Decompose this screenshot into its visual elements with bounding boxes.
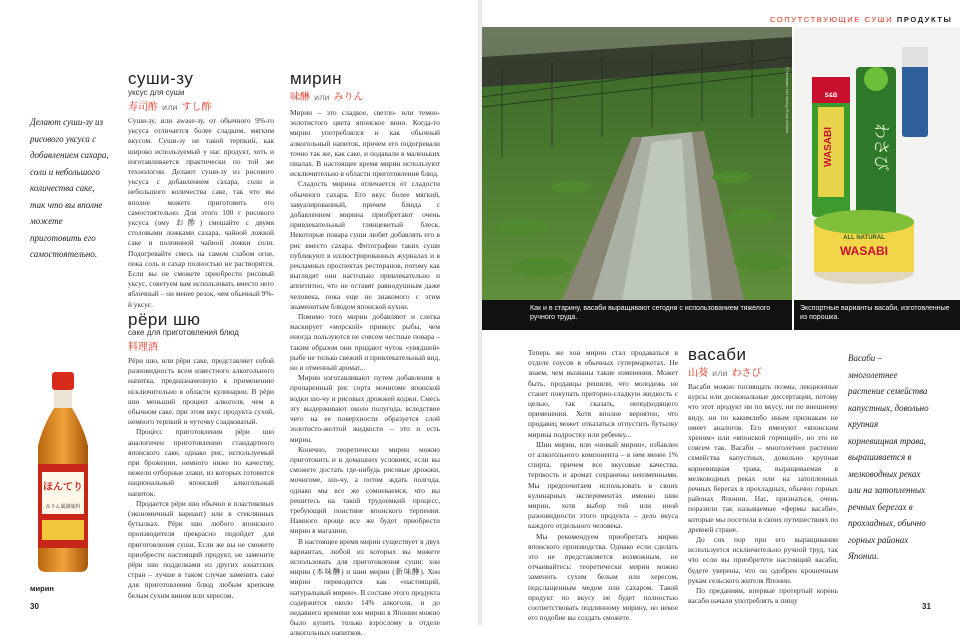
paragraph: Мирин изготавливают путем добавления в пропаренный рис сорта мочигоме японской водки шо-чу и рисовых дрожжей коджи. Смесь эту выдерживают около полугода, вследствие чего на ее поверхности образуется слой золотисто-желтой жидкости – это и есть мирин. [290, 373, 440, 444]
paragraph: Рёри шю, или рёри саке, представляет собой разновидность всем известного алкогольного напитка, предназначенную к применению исключительно в области кулинарии. В рёри шю меньший процент алкоголя, чем в обычном саке, при этом вкус продукта сухой, немного терпкий и чуточку сладковатый. [128, 356, 274, 427]
left-sidenote: Делают суши-зу из рисового уксуса с добавлением сахара, соли и небольшого количества саке, так что вы вполне можете приготовить его самостоятельно. [30, 117, 109, 259]
paragraph: Конечно, теоретически мирин можно приготовить и в домашних условиях, если вы сможете достать где-нибудь рисовые дрожжи, мочигоме, шо-чу, а потом ждать полгода, однако мы все же сомневаемся, что вы решитесь на такой трудоемкий процесс, требующий поистине японского терпения. Намного проще все же будет приобрести мирин в магазине. [290, 444, 440, 536]
section-title-sushizu: суши-зу [128, 69, 194, 88]
paragraph: По преданиям, впервые протертый корень васаби начали употреблять в пищу [688, 586, 838, 606]
column-reishu [128, 356, 274, 601]
tubes-illustration [794, 27, 960, 300]
paragraph: Процесс приготовления рёри шю аналогичен приготовлению стандартного японского саке, однако рис, используемый при брожении, немного ниже по качеству, нежели отборные злаки, из которых готовится национальный японский алкогольный напиток. [128, 427, 274, 498]
paragraph: Сладость мирина отличается от сладости обычного сахара. Его вкус более мягкий, завуалированный, причем блюда с добавлением мирина приобретают очень привлекательный глянцевитый блеск. Некоторые повара суши любят добавлять его в рис вместо сахара. Фотографии таких суши публикуют в иллюстрированных журналах и в рекламных проспектах ресторанов, потому как выглядят они настолько привлекательно и аппетитно, что не оставят равнодушным даже человека, пока еще не знакомого с этим знаменитым блюдом японской кухни. [290, 179, 440, 311]
caption-tubes: Экспортные варианты васаби, изготовленные из порошка. [794, 300, 960, 330]
jp-name: みりん [333, 92, 364, 103]
jp-name: 料理酒 [128, 342, 158, 353]
left-page [0, 0, 478, 638]
paragraph: Васаби можно посвящать поэмы, лекционные курсы или доскональные диссертации, потому что этот продукт ни по вкусу, ни по внешнему виду, ни по какимлибо иным признакам не имеет аналогов. Его именуют «японским хреном» или «японской горчицей», но это не совсем так. Васаби – многолетнее растение семейства капустных, довольно крупная корневищная трава, выращиваемая в мелководных реках или на затопленных речных берегах в прохладных, обычно горных районах Японии. Нас, признаться, очень поразили так называемые «фермы васаби», которые мы посетили в своих путешествиях по древней стране. [688, 382, 838, 534]
page-number-right: 31 [922, 602, 931, 611]
tube2-label: わさび [872, 122, 891, 172]
column-wasabi [688, 382, 838, 606]
or-word: или [712, 369, 728, 378]
paragraph: Мирин – это сладкое, светло- или темно-золотистого цвета японское вино. Когда-то мирин употреблялся и как обычный алкогольный напиток, причем его подогревали точно так же, как саке, и подавали в маленьких пиалах. В настоящее время мирин используют исключительно в области приготовления блюд. [290, 108, 440, 179]
column-mirin-cont [528, 348, 678, 623]
paragraph: Суши-зу, или awase-зу, от обычного 9%-го уксуса отличается более сладким, мягким вкусом. Суши-зу не такой терпкий, как широко используемый у нас продукт, хоть и изготавливается практически по той же технологии. Делают суши-зу из рисового уксуса с добавлением сахара, соли и небольшого количества саке, так что вы вполне можете приготовить его самостоятельно. Для этого 100 г рисового уксуса (ому お酢) смешайте с двумя столовыми ложками сахара, чайной ложкой саке и половиной чайной ложки соли. Подогревайте смесь на самом слабом огне, пока соль и сахар полностью не растворятся. Если вы не сможете приобрести рисовый уксус, советуем вам использовать вместо него яблочный – он менее резок, чем обычный 9%-й уксус. [128, 116, 274, 309]
jp-name: 味醂 [290, 92, 310, 103]
paragraph: В настоящее время мирин существует в двух вариантах, любой из которых вы можете использовать для приготовления суши: хон мирин (本味醂) и шин мирин (新味醂). Хон мирин переводится как «настоящий, натуральный мирин». В составе этого продукта содержится около 14% алкоголя, и до недавнего времени хон мирин в Японии можно было купить только взрослому в отделе алкогольных напитков. [290, 536, 440, 638]
page-number-left: 30 [30, 602, 39, 611]
section-title-wasabi: васаби [688, 345, 747, 364]
bottle-brand-label: ほんてり [43, 482, 83, 493]
paragraph: Теперь же хон мирин стал продаваться в отделе соусов в обычных супермаркетах. Не знаем, чем вызваны такие изменения. Может быть, продавцы решили, что молодежь не станет покупать приторно-сладкую жидкость с целью, так сказать, неподходящего применения. Хотя вполне вероятно, что продавец может отказаться отпустить бутылку мирина подростку или ребенку... [528, 348, 678, 439]
or-word: или [314, 93, 330, 102]
right-sidenote: Васаби – многолетнее растение семейства капустных, довольно крупная корневищная трава, вырашивается в мелководных реках или на затопленных речных берегах в прохладных, обычно горных районах Японии. [848, 353, 929, 561]
photo-credit: © Mountain Hot Spring Photo Archive [785, 67, 790, 134]
paragraph: Помимо того мирин добавляют и слегка маскирует «морской» привкус рыбы, чем иногда пользуются не совсем честные повара – таким образом они придают чуток «увядшей» рыбе не только свежий и привлекательный вид, но и отменный аромат... [290, 312, 440, 373]
bottle-caption: мирин [30, 584, 54, 593]
farm-illustration [482, 27, 792, 300]
jp-name: わさび [731, 368, 762, 379]
wasabi-farm-photo [482, 27, 792, 300]
jp-name: 山葵 [688, 368, 708, 379]
running-section: ПРОДУКТЫ [896, 15, 953, 24]
column-sushizu [128, 116, 274, 310]
paragraph: Шин мирин, или «новый мирин», избавлен от алкогольного компонента – в нем менее 1% спирта, причем все вкусовые качества, терпкость и аромат сохранены неизменными. Мы предпочитаем использовать в своих кулинарных экспериментах именно шин мирин, хотя выбор той или иной разновидности этого продукта – дело вкуса каждого отдельного человека. [528, 439, 678, 531]
section-jp-wasabi [688, 364, 762, 379]
right-page [482, 0, 960, 625]
caption-farm: Как и в старину, васаби выращивают сегодня с использованием тяжелого ручного труда. [482, 300, 792, 330]
section-jp-reishu [128, 338, 158, 353]
can-top-label: ALL NATURAL [843, 235, 885, 241]
section-jp-mirin [290, 88, 364, 103]
bottle-sub-label: みりん風調味料 [45, 504, 81, 510]
section-subtitle-sushizu: уксус для суши [128, 88, 185, 97]
section-title-mirin: мирин [290, 69, 343, 88]
or-word: или [162, 103, 178, 112]
paragraph: Продается рёри шю обычно в пластиковых (экономичный вариант) или в стеклянных бутылках. Рёри шю любого японского производителя прекрасно подойдет для приготовления суши. Если же вы не сможете приобрести настоящий продукт, не замените рёри шю подделками из других азиатских стран – лучше в таком случае заменить саке для приготовления блюд любым крепким белым сухим вином или хересом. [128, 498, 274, 600]
section-jp-sushizu [128, 98, 212, 113]
paragraph: Мы рекомендуем приобретать мирин японского производства. Однако если сделать это не представляется возможным, не отчаивайтесь: теоретически мирин можно заменить сухим белым или хересом, подслащенным медом или сахаром. Такой продукт по вкусу не будет полностью соответствовать подлинному мирину, но некое его подобие вы создать сможете. [528, 531, 678, 623]
column-mirin [290, 108, 440, 639]
running-prefix: СОПУТСТВУЮЩИЕ СУШИ [770, 15, 894, 24]
jp-name: 寿司酢 [128, 102, 158, 113]
running-header [770, 15, 952, 24]
tube1-brand: WASABI [823, 127, 834, 167]
can-main-label: WASABI [840, 244, 888, 258]
jp-name: すし酢 [181, 102, 212, 113]
paragraph: До сих пор при его выращивании используется исключительно ручной труд, так что если вы приобретете настоящий васаби, будете уверены, что он одобрен крошечным рукам сельского жителя Японии. [688, 535, 838, 585]
section-subtitle-reishu: саке для приготовления блюд [128, 328, 239, 337]
tube1-maker: S&B [824, 93, 838, 99]
mirin-bottle-image [20, 368, 106, 578]
wasabi-tubes-photo [794, 27, 960, 300]
section-title-reishu: рёри шю [128, 310, 201, 329]
